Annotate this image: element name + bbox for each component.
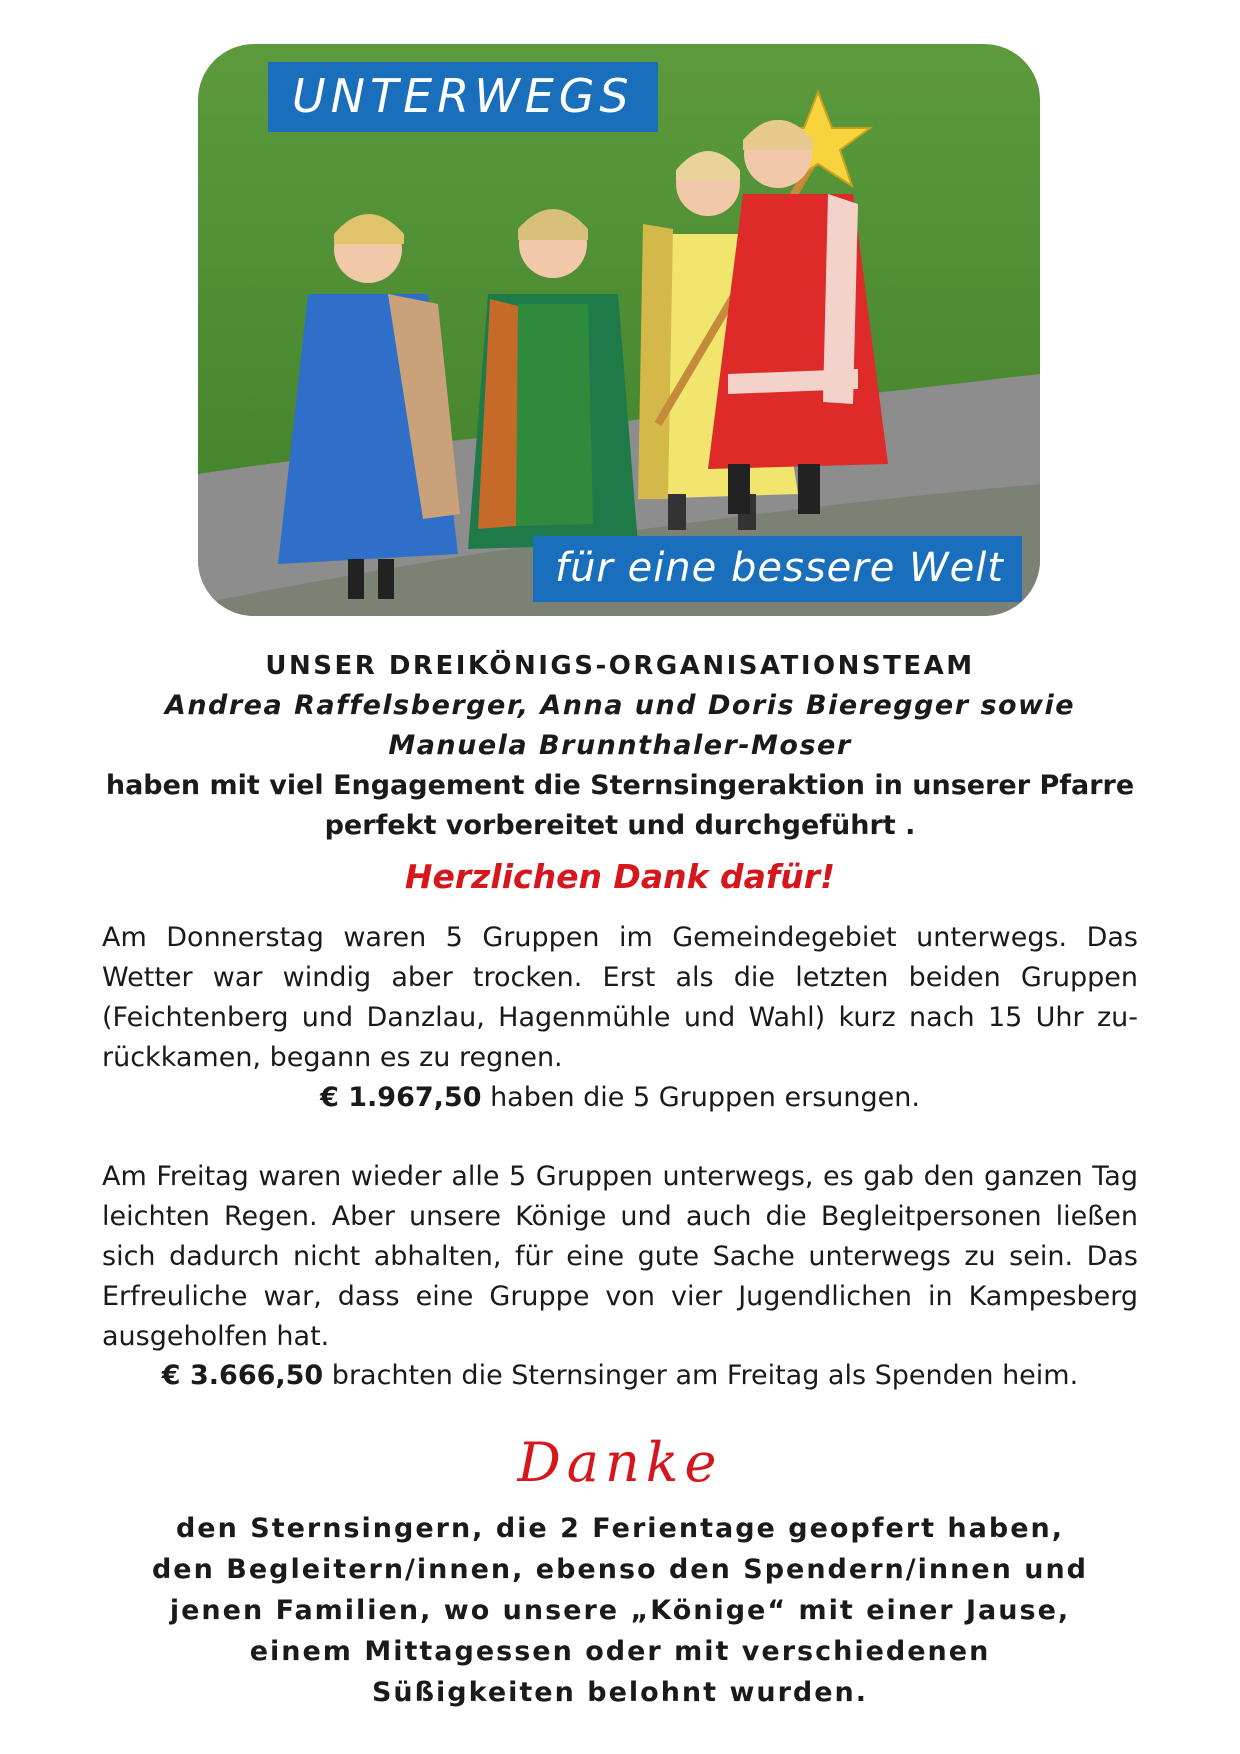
thursday-amount: € 1.967,50 [320,1082,482,1113]
thursday-amount-text: haben die 5 Gruppen ersungen. [481,1082,920,1113]
friday-amount-line [102,1356,1138,1396]
photo-tag-unterwegs: UNTERWEGS [268,62,658,132]
danke-title: Danke [517,1431,723,1494]
team-heading: UNSER DREIKÖNIGS-ORGANISATIONSTEAM [265,651,975,681]
closing-line: Süßigkeiten belohnt wurden. [371,1677,869,1708]
team-engagement-line-2: perfekt vorbereitet und durchgeführt . [324,810,916,841]
closing-line: den Sternsingern, die 2 Ferientage geopfert haben, [175,1513,1064,1544]
team-engagement-line-1: haben mit viel Engagement die Sternsingeraktion in unserer Pfarre [105,770,1135,801]
team-names-line-1: Andrea Raffelsberger, Anna und Doris Bieregger sowie [164,690,1076,721]
team-engagement [100,766,1140,846]
sternsinger-photo [198,44,1040,616]
photo-tag-bessere-welt: für eine bessere Welt [533,536,1022,602]
thanks-heading: Herzlichen Dank dafür! [404,857,836,896]
closing-line: einem Mittagessen oder mit verschiedenen [249,1636,991,1667]
friday-amount: € 3.666,50 [161,1360,324,1391]
team-names-line-2: Manuela Brunnthaler-Moser [388,730,852,761]
closing-text [100,1508,1140,1713]
closing-line: den Begleitern/innen, ebenso den Spendern/innen und [151,1554,1088,1585]
friday-amount-text: brachten die Sternsinger am Freitag als Spenden heim. [323,1360,1079,1391]
thursday-amount-line [102,1078,1138,1118]
friday-paragraph: Am Freitag waren wieder alle 5 Gruppen unterwegs, es gab den ganzen Tag leichten Regen. Aber unsere Könige und auch die Begleitpersonen ließen sich dadurch nicht abhalten, für eine gute Sache unterwegs zu sein. Das Erfreuliche war, dass eine Gruppe von vier Jugendlichen in Kampesberg ausgeholfen hat. [102,1161,1138,1352]
team-names [100,686,1140,766]
thursday-paragraph: Am Donnerstag waren 5 Gruppen im Gemeindegebiet unterwegs. Das Wetter war windig aber trocken. Erst als die letzten beiden Gruppen (Feichtenberg und Danzlau, Hagenmühle und Wahl) kurz nach 15 Uhr zurückkamen, begann es zu regnen. [102,922,1138,1073]
closing-line: jenen Familien, wo unsere „Könige“ mit einer Jause, [169,1595,1071,1626]
